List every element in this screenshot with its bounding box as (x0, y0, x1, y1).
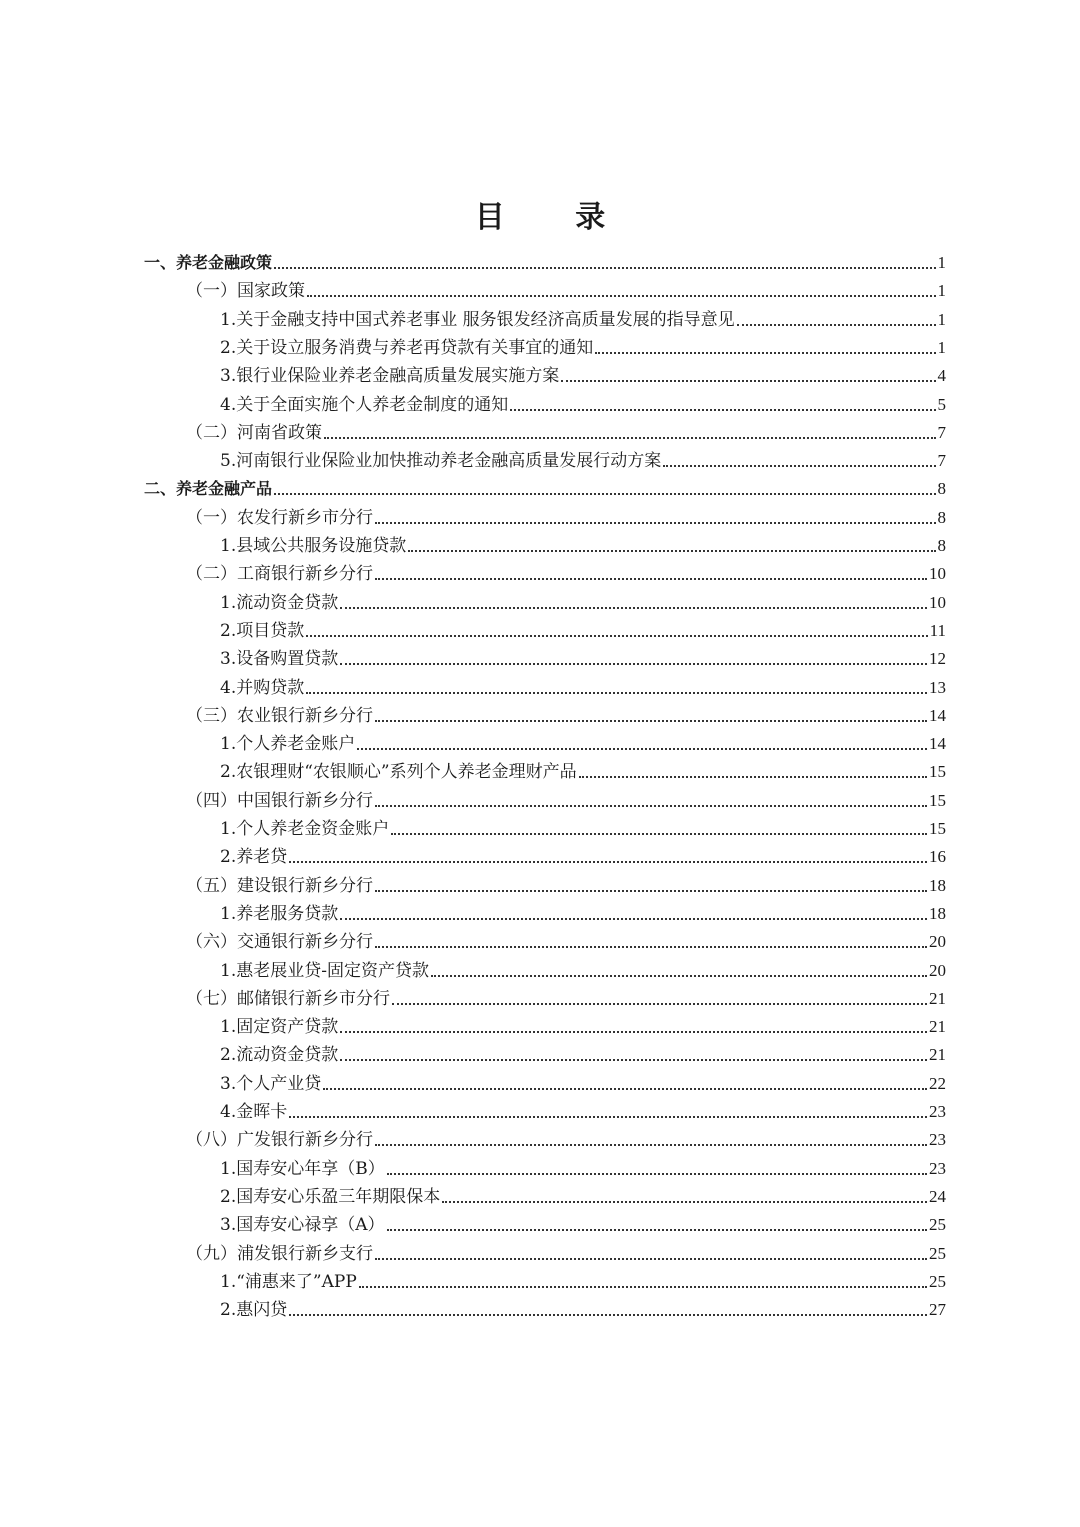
toc-entry-label: 4.金晖卡 (220, 1102, 288, 1122)
toc-entry-item[interactable] (220, 958, 946, 982)
toc-entry-page: 15 (929, 762, 946, 782)
toc-entry-label: 二、养老金融产品 (144, 479, 273, 499)
toc-entry-page: 13 (929, 677, 946, 697)
toc-entry-page: 20 (929, 960, 946, 980)
toc-entry-page: 27 (929, 1300, 946, 1320)
toc-entry-page: 23 (929, 1158, 946, 1178)
toc-entry-label: （三）农业银行新乡分行 (186, 705, 373, 726)
toc-entry-item[interactable] (220, 1269, 946, 1293)
dot-leader (737, 323, 936, 326)
toc-entry-label: 2.国寿安心乐盈三年期限保本 (220, 1186, 441, 1207)
toc-entry-page: 5 (937, 394, 946, 414)
toc-entry-page: 1 (937, 253, 946, 272)
toc-entry-label: （二）河南省政策 (186, 422, 322, 443)
toc-entry-item[interactable] (220, 646, 946, 670)
toc-entry-page: 8 (937, 536, 946, 555)
dot-leader (324, 436, 936, 439)
toc-entry-page: 21 (929, 1045, 946, 1065)
dot-leader (289, 860, 927, 863)
toc-entry-item[interactable] (220, 1071, 946, 1095)
toc-entry-label: 4.并购贷款 (220, 677, 305, 698)
toc-entry-item[interactable] (220, 1014, 946, 1038)
toc-entry-page: 12 (929, 649, 946, 669)
toc-entry-item[interactable] (220, 1156, 946, 1180)
dot-leader (387, 1172, 927, 1175)
toc-entry-label: 3.国寿安心禄享（A） (220, 1215, 385, 1236)
toc-entry-label: 1.国寿安心年享（B） (220, 1158, 385, 1179)
toc-entry-page: 10 (929, 564, 946, 584)
toc-entry-page: 14 (929, 705, 946, 725)
toc-entry-item[interactable] (220, 731, 946, 755)
toc-entry-subsection[interactable] (186, 788, 946, 812)
toc-entry-subsection[interactable] (186, 420, 946, 444)
toc-entry-label: 4.关于全面实施个人养老金制度的通知 (220, 394, 509, 415)
dot-leader (340, 917, 927, 920)
dot-leader (408, 549, 935, 552)
toc-entry-item[interactable] (220, 1184, 946, 1208)
toc-entry-page: 18 (929, 875, 946, 895)
toc-entry-label: 一、养老金融政策 (144, 253, 273, 272)
toc-entry-label: 3.设备购置贷款 (220, 649, 339, 670)
dot-leader (357, 747, 927, 750)
dot-leader (375, 719, 927, 722)
toc-entry-page: 7 (937, 451, 946, 471)
toc-entry-item[interactable] (220, 363, 946, 387)
toc-entry-page: 1 (937, 309, 946, 329)
toc-entry-page: 25 (929, 1271, 946, 1291)
dot-leader (375, 521, 936, 524)
dot-leader (375, 945, 927, 948)
toc-entry-subsection[interactable] (186, 703, 946, 727)
dot-leader (306, 691, 927, 694)
toc-entry-label: 2.养老贷 (220, 847, 288, 868)
dot-leader (375, 577, 927, 580)
toc-entry-page: 14 (929, 734, 946, 754)
toc-entry-label: （二）工商银行新乡分行 (186, 564, 373, 585)
toc-entry-label: 1.惠老展业贷-固定资产贷款 (220, 960, 429, 981)
toc-entry-item[interactable] (220, 844, 946, 868)
toc-entry-page: 15 (929, 790, 946, 810)
toc-entry-page: 11 (929, 620, 946, 640)
dot-leader (442, 1200, 927, 1203)
toc-entry-item[interactable] (220, 335, 946, 359)
toc-entry-page: 21 (929, 988, 946, 1008)
toc-entry-page: 16 (929, 847, 946, 867)
toc-entry-item[interactable] (220, 618, 946, 642)
dot-leader (359, 1285, 927, 1288)
toc-entry-section[interactable] (144, 250, 946, 274)
toc-entry-page: 4 (937, 366, 946, 386)
toc-entry-label: 1.个人养老金资金账户 (220, 819, 390, 839)
dot-leader (289, 1115, 927, 1118)
toc-entry-subsection[interactable] (186, 561, 946, 585)
toc-entry-subsection[interactable] (186, 278, 946, 302)
toc-entry-page: 23 (929, 1102, 946, 1121)
dot-leader (323, 1087, 927, 1090)
toc-entry-label: 2.流动资金贷款 (220, 1045, 339, 1066)
toc-entry-item[interactable] (220, 901, 946, 925)
toc-entry-label: 1.流动资金贷款 (220, 592, 339, 613)
toc-title: 目 录 (474, 200, 636, 235)
toc-entry-page: 22 (929, 1073, 946, 1093)
toc-entry-page: 25 (929, 1215, 946, 1235)
toc-entry-label: 1.关于金融支持中国式养老事业 服务银发经济高质量发展的指导意见 (220, 309, 735, 330)
dot-leader (595, 351, 935, 354)
toc-entry-page: 21 (929, 1017, 946, 1037)
toc-entry-subsection[interactable] (186, 986, 946, 1010)
toc-entry-page: 10 (929, 592, 946, 612)
toc-entry-label: （七）邮储银行新乡市分行 (186, 988, 390, 1009)
toc-entry-item[interactable] (220, 675, 946, 699)
toc-entry-item[interactable] (220, 1099, 946, 1123)
toc-entry-item[interactable] (220, 1042, 946, 1066)
dot-leader (375, 889, 927, 892)
toc-entry-item[interactable] (220, 759, 946, 783)
dot-leader (431, 974, 927, 977)
dot-leader (274, 492, 935, 495)
toc-entry-label: 1.县域公共服务设施贷款 (220, 536, 407, 556)
toc-entry-item[interactable] (220, 816, 946, 840)
toc-entry-item[interactable] (220, 590, 946, 614)
toc-entry-label: 2.农银理财“农银顺心”系列个人养老金理财产品 (220, 762, 577, 783)
dot-leader (274, 266, 935, 269)
toc-entry-page: 8 (937, 479, 946, 499)
dot-leader (340, 1058, 927, 1061)
toc-entry-page: 7 (937, 422, 946, 442)
toc-entry-item[interactable] (220, 1212, 946, 1236)
toc-entry-page: 1 (937, 337, 946, 357)
dot-leader (340, 662, 927, 665)
toc-entry-label: 1.“浦惠来了”APP (220, 1271, 357, 1292)
dot-leader (375, 1143, 927, 1146)
toc-entry-page: 25 (929, 1243, 946, 1263)
toc-entry-page: 23 (929, 1130, 946, 1150)
dot-leader (340, 1030, 927, 1033)
toc-entry-label: 2.项目贷款 (220, 620, 305, 641)
toc-entry-item[interactable] (220, 448, 946, 472)
toc-entry-label: （一）国家政策 (186, 281, 305, 302)
dot-leader (561, 379, 935, 382)
toc-entry-label: （四）中国银行新乡分行 (186, 790, 373, 811)
toc-entry-subsection[interactable] (186, 1241, 946, 1265)
dot-leader (307, 294, 936, 297)
toc-entry-item[interactable] (220, 392, 946, 416)
toc-entry-subsection[interactable] (186, 929, 946, 953)
toc-entry-label: 2.关于设立服务消费与养老再贷款有关事宜的通知 (220, 337, 594, 358)
toc-entry-label: 5.河南银行业保险业加快推动养老金融高质量发展行动方案 (220, 451, 662, 472)
toc-entry-page: 8 (937, 507, 946, 527)
toc-entry-subsection[interactable] (186, 873, 946, 897)
toc-entry-label: 3.个人产业贷 (220, 1073, 322, 1094)
dot-leader (579, 775, 927, 778)
dot-leader (392, 1002, 927, 1005)
toc-entry-subsection[interactable] (186, 1127, 946, 1151)
toc-entry-page: 24 (929, 1186, 946, 1206)
toc-entry-label: （八）广发银行新乡分行 (186, 1130, 373, 1151)
dot-leader (306, 634, 927, 637)
toc-entry-page: 20 (929, 932, 946, 952)
toc-entry-item[interactable] (220, 533, 946, 557)
dot-leader (387, 1228, 928, 1231)
toc-entry-label: 2.惠闪贷 (220, 1300, 288, 1321)
dot-leader (340, 606, 927, 609)
dot-leader (375, 804, 927, 807)
toc-entry-label: 1.个人养老金账户 (220, 734, 356, 755)
toc-entry-page: 15 (929, 819, 946, 838)
dot-leader (663, 464, 935, 467)
toc-entry-item[interactable] (220, 307, 946, 331)
dot-leader (289, 1313, 927, 1316)
toc-entry-label: 1.养老服务贷款 (220, 903, 339, 924)
toc-entry-label: 3.银行业保险业养老金融高质量发展实施方案 (220, 366, 560, 387)
toc-entry-subsection[interactable] (186, 505, 946, 529)
dot-leader (510, 408, 935, 411)
dot-leader (375, 1257, 927, 1260)
toc-entry-label: （五）建设银行新乡分行 (186, 875, 373, 896)
toc-entry-label: （一）农发行新乡市分行 (186, 507, 373, 528)
toc-entry-page: 18 (929, 903, 946, 923)
toc-entry-label: 1.固定资产贷款 (220, 1017, 339, 1038)
toc-entry-page: 1 (937, 281, 946, 301)
toc-entry-label: （九）浦发银行新乡支行 (186, 1243, 373, 1264)
dot-leader (391, 832, 927, 835)
toc-entry-section[interactable] (144, 476, 946, 500)
toc-entry-label: （六）交通银行新乡分行 (186, 932, 373, 953)
toc-entry-item[interactable] (220, 1297, 946, 1321)
